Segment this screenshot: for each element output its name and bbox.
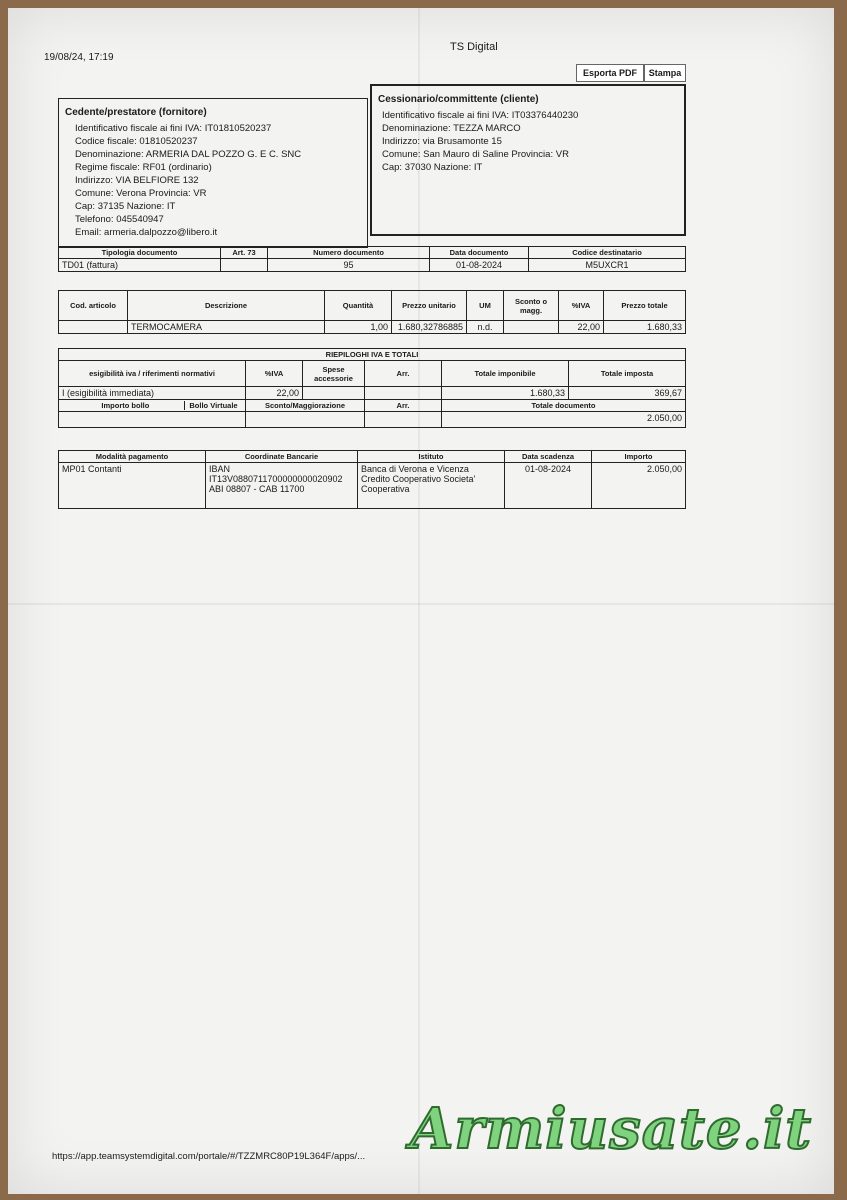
item-um: n.d. bbox=[467, 321, 504, 334]
items-table bbox=[58, 290, 686, 334]
customer-vat: Identificativo fiscale ai fini IVA: IT03376440230 bbox=[382, 110, 579, 121]
summary-exigibility: I (esigibilità immediata) bbox=[59, 387, 246, 400]
item-qty: 1,00 bbox=[325, 321, 392, 334]
customer-address: Indirizzo: via Brusamonte 15 bbox=[382, 136, 502, 147]
rounding2 bbox=[365, 412, 442, 428]
doc-number-header: Numero documento bbox=[268, 247, 430, 259]
abi-cab: ABI 08807 - CAB 11700 bbox=[209, 484, 305, 494]
payment-institute bbox=[358, 463, 505, 509]
summary-vat-header: %IVA bbox=[246, 361, 303, 387]
doc-type-header: Tipologia documento bbox=[59, 247, 221, 259]
supplier-email: Email: armeria.dalpozzo@libero.it bbox=[75, 227, 218, 238]
customer-title: Cessionario/committente (cliente) bbox=[378, 94, 539, 105]
customer-zip: Cap: 37030 Nazione: IT bbox=[382, 162, 483, 173]
supplier-title: Cedente/prestatore (fornitore) bbox=[65, 107, 207, 118]
vat-summary-table bbox=[58, 348, 686, 428]
fold-line-horizontal bbox=[8, 603, 834, 605]
supplier-tax-code: Codice fiscale: 01810520237 bbox=[75, 136, 198, 147]
virtual-stamp-label: Bollo Virtuale bbox=[184, 401, 237, 410]
payment-method-header: Modalità pagamento bbox=[59, 451, 206, 463]
rounding2-header: Arr. bbox=[365, 400, 442, 412]
item-qty-header: Quantità bbox=[325, 291, 392, 321]
item-unit-price-header: Prezzo unitario bbox=[392, 291, 467, 321]
supplier-city: Comune: Verona Provincia: VR bbox=[75, 188, 207, 199]
item-total: 1.680,33 bbox=[604, 321, 686, 334]
doc-date: 01-08-2024 bbox=[430, 259, 529, 272]
item-unit-price: 1.680,32786885 bbox=[392, 321, 467, 334]
page-title: TS Digital bbox=[450, 41, 498, 53]
doc-art73 bbox=[221, 259, 268, 272]
summary-expenses-header: Spese accessorie bbox=[303, 361, 365, 387]
customer-name: Denominazione: TEZZA MARCO bbox=[382, 123, 521, 134]
discount-header: Sconto/Maggiorazione bbox=[246, 400, 365, 412]
item-discount bbox=[504, 321, 559, 334]
stamp-duty-label: Importo bollo bbox=[101, 401, 150, 410]
institute-line-1: Banca di Verona e Vicenza bbox=[361, 464, 469, 474]
stamp-duty-header bbox=[59, 400, 246, 412]
doc-recipient-header: Codice destinatario bbox=[529, 247, 686, 259]
doc-date-header: Data documento bbox=[430, 247, 529, 259]
payment-amount: 2.050,00 bbox=[592, 463, 686, 509]
item-description: TERMOCAMERA bbox=[128, 321, 325, 334]
payment-bank-coords-header: Coordinate Bancarie bbox=[206, 451, 358, 463]
supplier-regime: Regime fiscale: RF01 (ordinario) bbox=[75, 162, 212, 173]
watermark-logo: Armiusate.it bbox=[410, 1096, 813, 1162]
payment-amount-header: Importo bbox=[592, 451, 686, 463]
institute-line-3: Cooperativa bbox=[361, 484, 410, 494]
summary-taxable: 1.680,33 bbox=[442, 387, 569, 400]
item-description-header: Descrizione bbox=[128, 291, 325, 321]
payment-bank-coords bbox=[206, 463, 358, 509]
summary-tax-header: Totale imposta bbox=[569, 361, 686, 387]
doc-number: 95 bbox=[268, 259, 430, 272]
payment-method: MP01 Contanti bbox=[59, 463, 206, 509]
print-datetime: 19/08/24, 17:19 bbox=[44, 52, 114, 63]
footer-url: https://app.teamsystemdigital.com/portale/#/TZZMRC80P19L364F/apps/... bbox=[52, 1151, 366, 1162]
summary-rounding bbox=[365, 387, 442, 400]
document-info-table bbox=[58, 246, 686, 272]
invoice-sheet bbox=[8, 8, 834, 1194]
customer-box bbox=[370, 84, 686, 236]
summary-vat: 22,00 bbox=[246, 387, 303, 400]
doc-art73-header: Art. 73 bbox=[221, 247, 268, 259]
item-total-header: Prezzo totale bbox=[604, 291, 686, 321]
summary-exigibility-header: esigibilità iva / riferimenti normativi bbox=[59, 361, 246, 387]
discount bbox=[246, 412, 365, 428]
supplier-phone: Telefono: 045540947 bbox=[75, 214, 164, 225]
item-vat-header: %IVA bbox=[559, 291, 604, 321]
supplier-box bbox=[58, 98, 368, 248]
customer-city: Comune: San Mauro di Saline Provincia: VR bbox=[382, 149, 569, 160]
item-discount-header: Sconto o magg. bbox=[504, 291, 559, 321]
payment-due-header: Data scadenza bbox=[505, 451, 592, 463]
payment-table bbox=[58, 450, 686, 509]
export-pdf-button[interactable]: Esporta PDF bbox=[576, 64, 644, 82]
payment-due-date: 01-08-2024 bbox=[505, 463, 592, 509]
stamp-duty bbox=[59, 412, 246, 428]
document-total-header: Totale documento bbox=[442, 400, 686, 412]
item-um-header: UM bbox=[467, 291, 504, 321]
document-total: 2.050,00 bbox=[442, 412, 686, 428]
summary-rounding-header: Arr. bbox=[365, 361, 442, 387]
iban-value: IT13V0880711700000000020902 bbox=[209, 474, 343, 484]
summary-title: RIEPILOGHI IVA E TOTALI bbox=[59, 349, 686, 361]
summary-expenses bbox=[303, 387, 365, 400]
institute-line-2: Credito Cooperativo Societa' bbox=[361, 474, 476, 484]
print-button[interactable]: Stampa bbox=[644, 64, 686, 82]
item-code-header: Cod. articolo bbox=[59, 291, 128, 321]
doc-recipient-code: M5UXCR1 bbox=[529, 259, 686, 272]
supplier-name: Denominazione: ARMERIA DAL POZZO G. E C. SNC bbox=[75, 149, 302, 160]
supplier-vat: Identificativo fiscale ai fini IVA: IT01810520237 bbox=[75, 123, 272, 134]
supplier-zip: Cap: 37135 Nazione: IT bbox=[75, 201, 176, 212]
supplier-address: Indirizzo: VIA BELFIORE 132 bbox=[75, 175, 199, 186]
payment-institute-header: Istituto bbox=[358, 451, 505, 463]
doc-type: TD01 (fattura) bbox=[59, 259, 221, 272]
summary-taxable-header: Totale imponibile bbox=[442, 361, 569, 387]
item-code bbox=[59, 321, 128, 334]
iban-label: IBAN bbox=[209, 464, 231, 474]
item-vat: 22,00 bbox=[559, 321, 604, 334]
summary-tax: 369,67 bbox=[569, 387, 686, 400]
